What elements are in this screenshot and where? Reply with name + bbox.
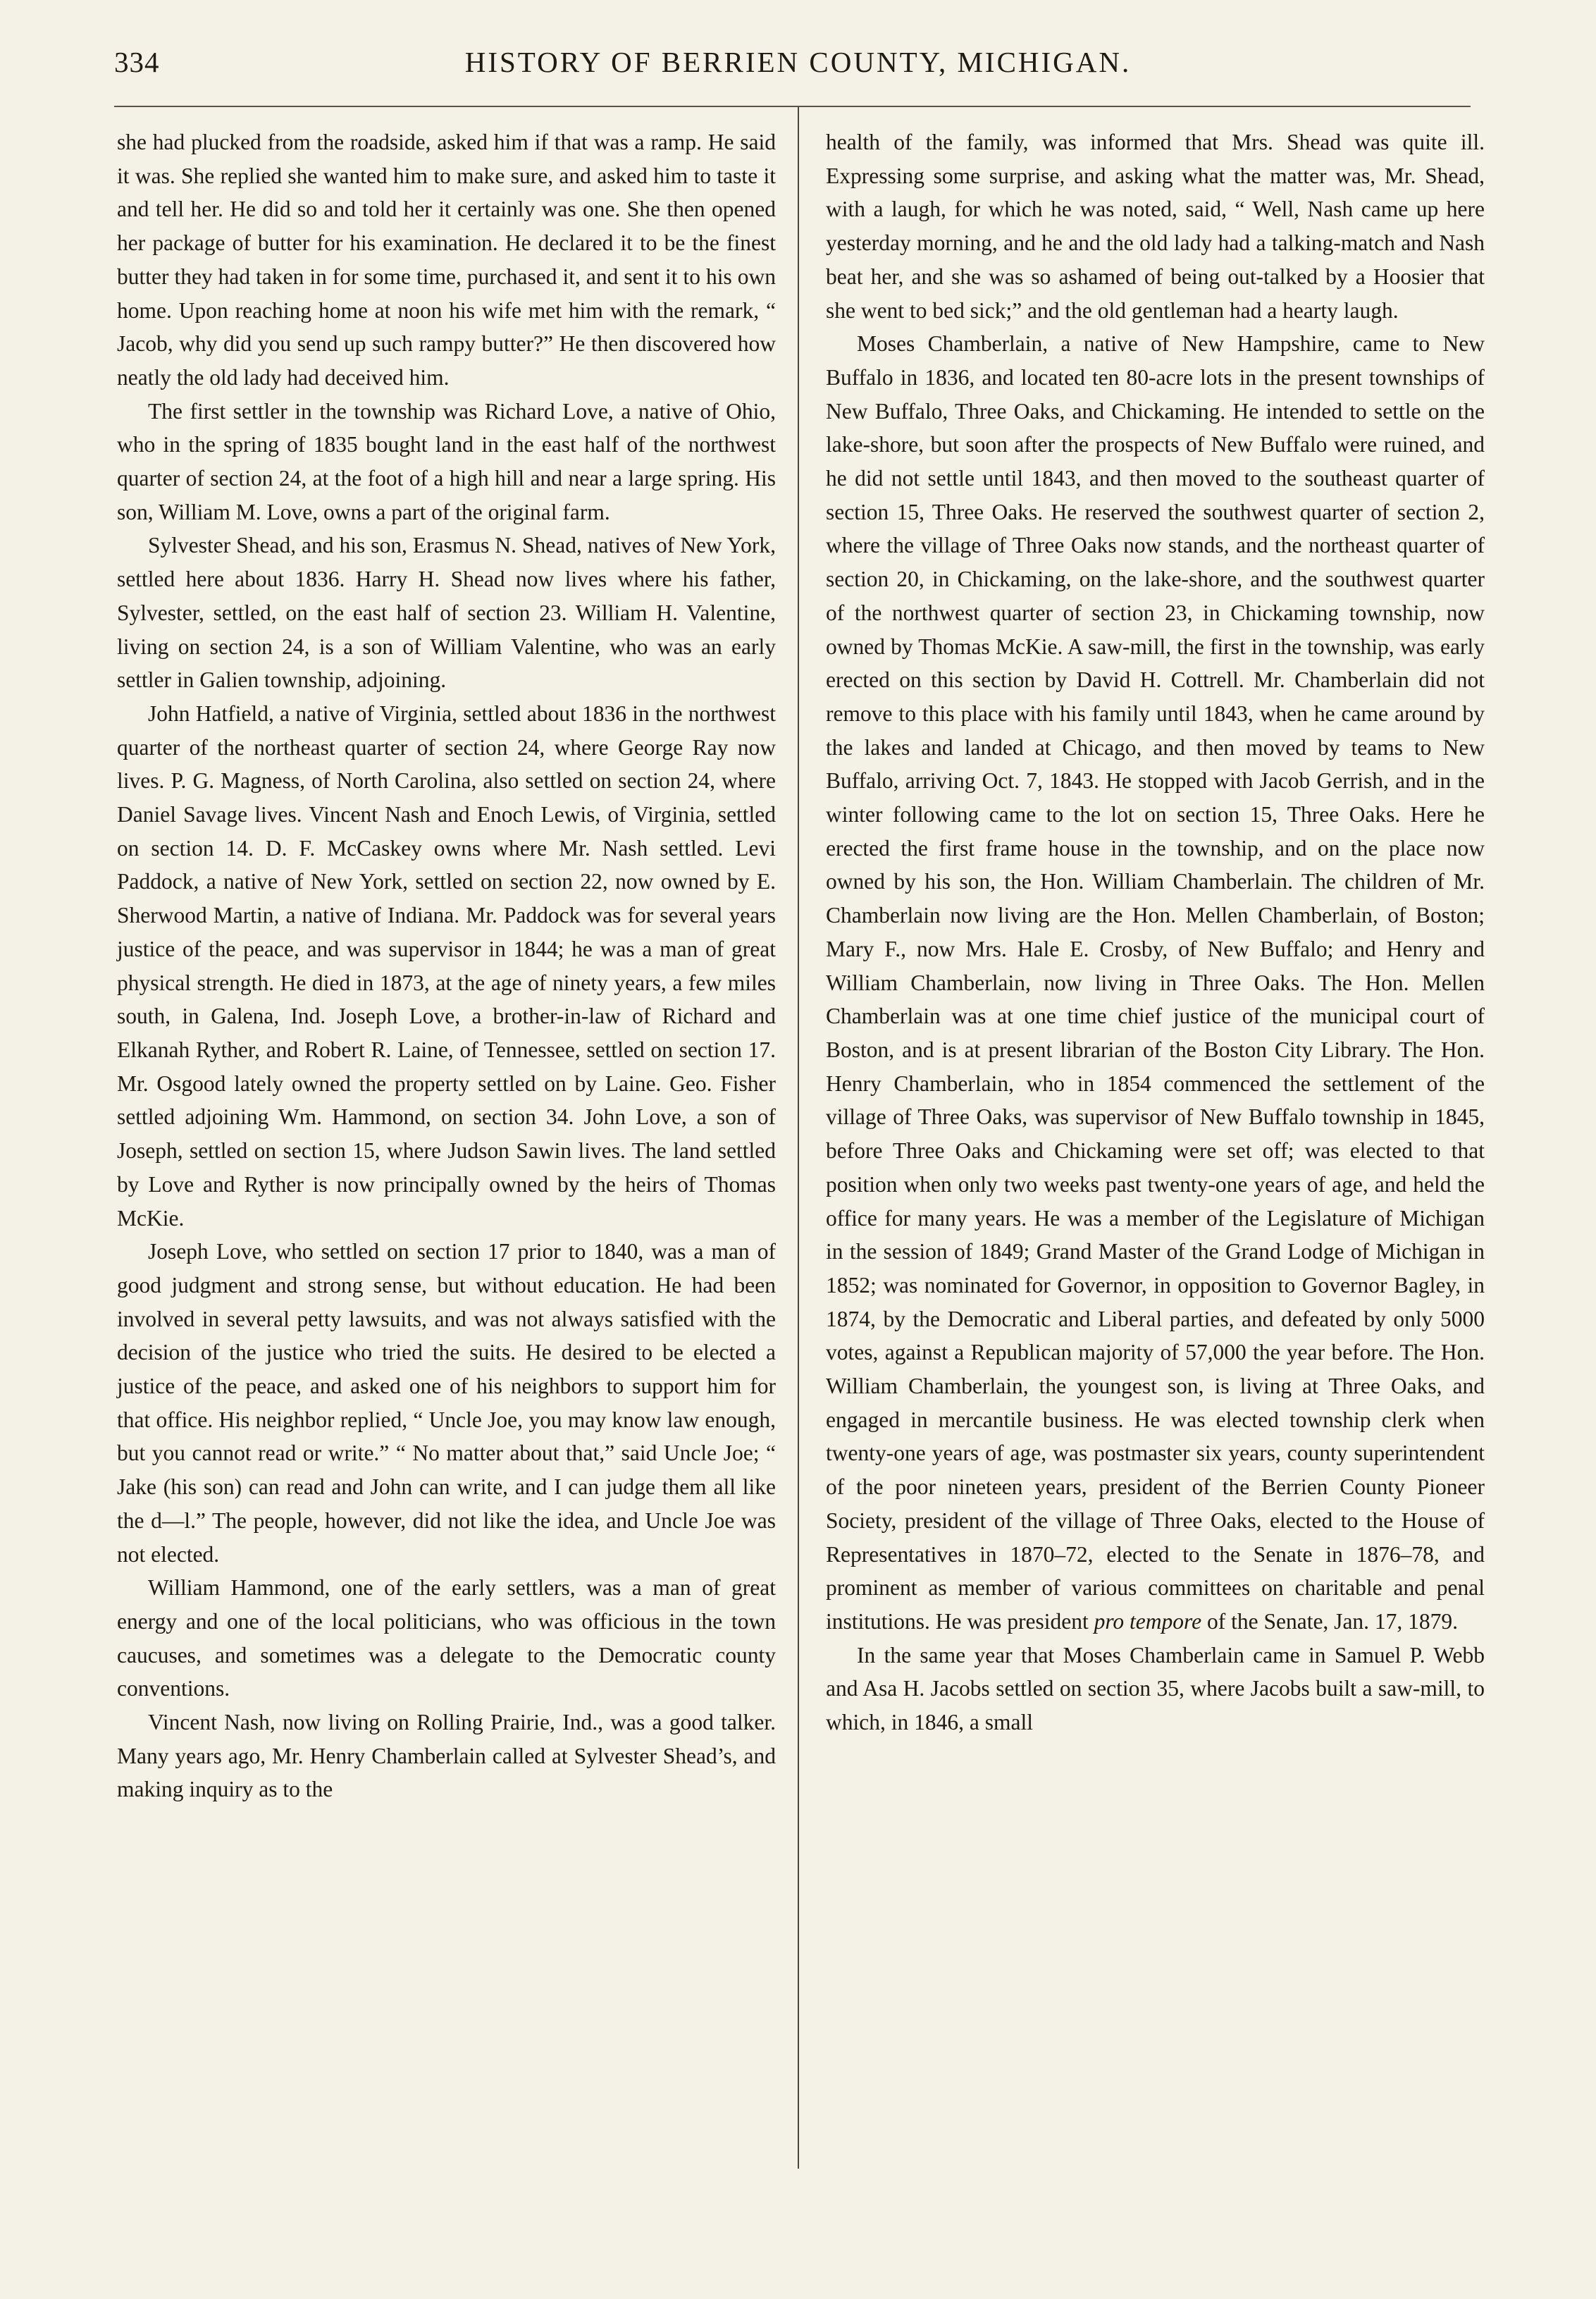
paragraph: John Hatfield, a native of Virginia, settled about 1836 in the northwest quarter of the northeast quarter of section 24, where George Ray now lives. P. G. Magness, of North Carolina, also settled on section 24, where Daniel Savage lives. Vincent Nash and Enoch Lewis, of Virginia, settled on section 14. D. F. McCaskey owns where Mr. Nash settled. Levi Paddock, a native of New York, settled on section 22, now owned by E. Sherwood Martin, a native of Indiana. Mr. Paddock was for several years justice of the peace, and was supervisor in 1844; he was a man of great physical strength. He died in 1873, at the age of ninety years, a few miles south, in Galena, Ind. Joseph Love, a brother-in-law of Richard and Elkanah Ryther, and Robert R. Laine, of Tennessee, settled on section 17. Mr. Osgood lately owned the property settled on by Laine. Geo. Fisher settled adjoining Wm. Hammond, on section 34. John Love, a son of Joseph, settled on section 15, where Judson Sawin lives. The land settled by Love and Ryther is now principally owned by the heirs of Thomas McKie. [117,701,776,1231]
paragraph: she had plucked from the roadside, asked him if that was a ramp. He said it was. She replied she wanted him to make sure, and asked him to taste it and tell her. He did so and told her it certainly was one. She then opened her package of butter for his examination. He declared it to be the finest butter they had taken in for some time, purchased it, and sent it to his own home. Upon reaching home at noon his wife met him with the remark, “ Jacob, why did you send up such rampy butter?” He then discovered how neatly the old lady had deceived him. [117,130,776,390]
paragraph: In the same year that Moses Chamberlain came in Samuel P. Webb and Asa H. Jacobs settled on section 35, where Jacobs built a saw-mill, to which, in 1846, a small [826,1642,1485,1735]
paragraph [826,327,1485,1638]
right-column [826,125,1485,1739]
page-number: 334 [114,46,160,78]
italic-phrase: pro tempore [1094,1608,1202,1634]
paragraph: Vincent Nash, now living on Rolling Prairie, Ind., was a good talker. Many years ago, Mr. Henry Chamberlain called at Sylvester Shead’s, and making inquiry as to the [117,1710,776,1802]
paragraph: William Hammond, one of the early settlers, was a man of great energy and one of the local politicians, who was officious in the town caucuses, and sometimes was a delegate to the Democratic county conventions. [117,1575,776,1701]
paragraph: Joseph Love, who settled on section 17 prior to 1840, was a man of good judgment and strong sense, but without education. He had been involved in several petty lawsuits, and was not always satisfied with the decision of the justice who tried the suits. He desired to be elected a justice of the peace, and asked one of his neighbors to support him for that office. His neighbor replied, “ Uncle Joe, you may know law enough, but you cannot read or write.” “ No matter about that,” said Uncle Joe; “ Jake (his son) can read and John can write, and I can judge them all like the d—l.” The people, however, did not like the idea, and Uncle Joe was not elected. [117,1239,776,1567]
paragraph-text: Moses Chamberlain, a native of New Hampshire, came to New Buffalo in 1836, and located ten 80-acre lots in the present townships of New Buffalo, Three Oaks, and Chickaming. He intended to settle on the lake-shore, but soon after the prospects of New Buffalo were ruined, and he did not settle until 1843, and then moved to the southeast quarter of section 15, Three Oaks. He reserved the southwest quarter of section 2, where the village of Three Oaks now stands, and the northeast quarter of section 20, in Chickaming, on the lake-shore, and the southwest quarter of the northwest quarter of section 23, in Chickaming township, now owned by Thomas McKie. A saw-mill, the first in the township, was early erected on this section by David H. Cottrell. Mr. Chamberlain did not remove to this place with his family until 1843, when he came around by the lakes and landed at Chicago, and then moved by teams to New Buffalo, arriving Oct. 7, 1843. He stopped with Jacob Gerrish, and in the winter following came to the lot on section 15, Three Oaks. Here he erected the first frame house in the township, and on the place now owned by his son, the Hon. William Chamberlain. The children of Mr. Chamberlain now living are the Hon. Mellen Chamberlain, of Boston; Mary F., now Mrs. Hale E. Crosby, of New Buffalo; and Henry and William Chamberlain, now living in Three Oaks. The Hon. Mellen Chamberlain was at one time chief justice of the municipal court of Boston, and is at present librarian of the Boston City Library. The Hon. Henry Chamberlain, who in 1854 commenced the settlement of the village of Three Oaks, was supervisor of New Buffalo township in 1845, before Three Oaks and Chickaming were set off; was elected to that position when only two weeks past twenty-one years of age, and held the office for many years. He was a member of the Legislature of Michigan in the session of 1849; Grand Master of the Grand Lodge of Michigan in 1852; was nominated for Governor, in opposition to Governor Bagley, in 1874, by the Democratic and Liberal parties, and defeated by only 5000 votes, against a Republican majority of 57,000 the year before. The Hon. William Chamberlain, the youngest son, is living at Three Oaks, and engaged in mercantile business. He was elected township clerk when twenty-one years of age, was postmaster six years, county superintendent of the poor nineteen years, president of the Berrien County Pioneer Society, president of the village of Three Oaks, elected to the House of Representatives in 1870–72, elected to the Senate in 1876–78, and prominent as member of various committees on charitable and penal institutions. He was president [826,331,1485,1634]
paragraph-text: of the Senate, Jan. 17, 1879. [1201,1608,1459,1634]
paragraph: Sylvester Shead, and his son, Erasmus N. Shead, natives of New York, settled here about 1836. Harry H. Shead now lives where his father, Sylvester, settled, on the east half of section 23. William H. Valentine, living on section 24, is a son of William Valentine, who was an early settler in Galien township, adjoining. [117,533,776,693]
running-title: HISTORY OF BERRIEN COUNTY, MICHIGAN. [464,46,1132,78]
header-rule [114,106,1471,107]
paragraph: health of the family, was informed that Mrs. Shead was quite ill. Expressing some surprise, and asking what the matter was, Mr. Shead, with a laugh, for which he was noted, said, “ Well, Nash came up here yesterday morning, and he and the old lady had a talking-match and Nash beat her, and she was so ashamed of being out-talked by a Hoosier that she went to bed sick;” and the old gentleman had a hearty laugh. [826,130,1485,323]
left-column [117,125,776,1806]
paragraph: The first settler in the township was Richard Love, a native of Ohio, who in the spring of 1835 bought land in the east half of the northwest quarter of section 24, at the foot of a high hill and near a large spring. His son, William M. Love, owns a part of the original farm. [117,398,776,524]
column-divider [798,107,799,2169]
page-header [0,41,1596,90]
